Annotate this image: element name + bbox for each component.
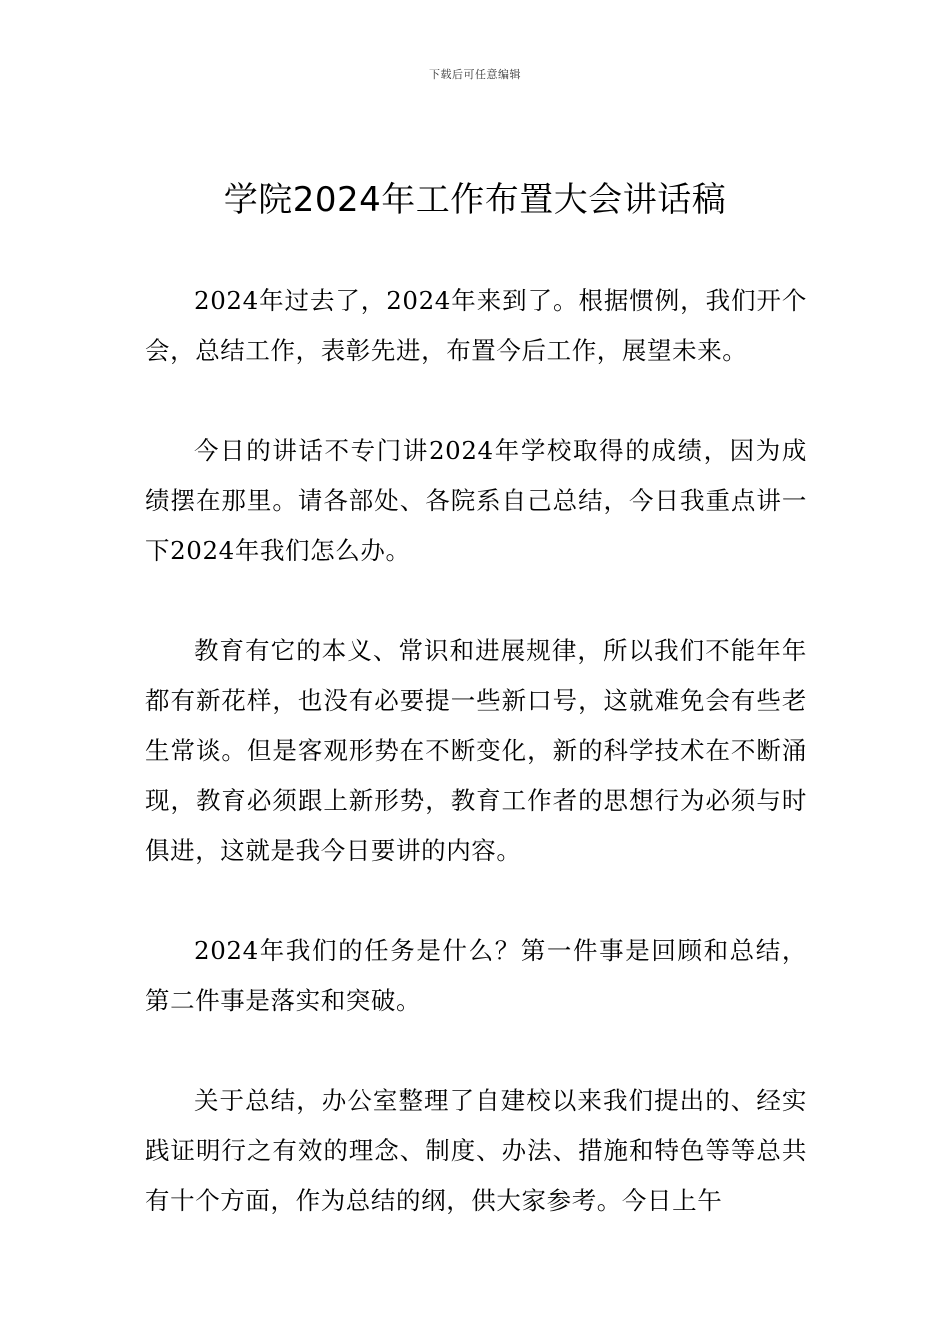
paragraph-3: 教育有它的本义、常识和进展规律，所以我们不能年年都有新花样，也没有必要提一些新口号，这就难免会有些老生常谈。但是客观形势在不断变化，新的科学技术在不断涌现，教育必须跟上新形势，教育工作者的思想行为必须与时俱进，这就是我今日要讲的内容。 (145, 636, 807, 865)
paragraph-5: 关于总结，办公室整理了自建校以来我们提出的、经实践证明行之有效的理念、制度、办法、措施和特色等等总共有十个方面，作为总结的纲，供大家参考。今日上午 (145, 1086, 807, 1215)
header-note: 下载后可任意编辑 (429, 68, 521, 81)
document-title: 学院2024年工作布置大会讲话稿 (223, 180, 727, 220)
document-body (145, 276, 807, 1276)
paragraph-2: 今日的讲话不专门讲2024年学校取得的成绩，因为成绩摆在那里。请各部处、各院系自己总结，今日我重点讲一下2024年我们怎么办。 (145, 436, 807, 565)
paragraph-1: 2024年过去了，2024年来到了。根据惯例，我们开个会，总结工作，表彰先进，布置今后工作，展望未来。 (145, 286, 807, 365)
paragraph-4: 2024年我们的任务是什么？第一件事是回顾和总结，第二件事是落实和突破。 (145, 936, 807, 1015)
